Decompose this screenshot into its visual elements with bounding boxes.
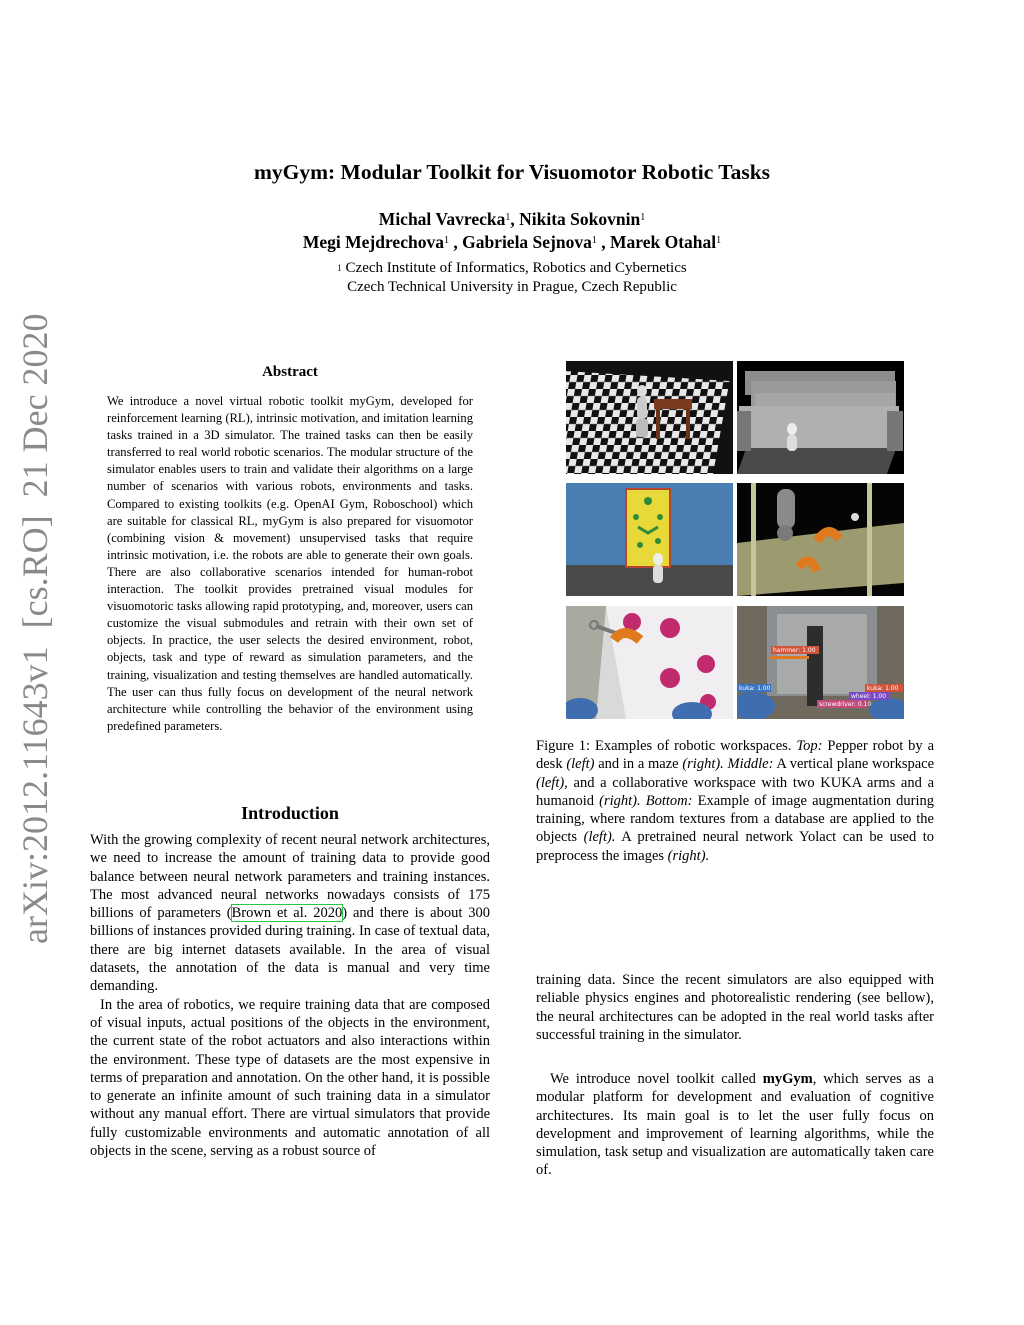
label-screwdriver: screwdriver: 0.10 (819, 701, 872, 708)
label-kuka-right: kuka: 1.00 (867, 685, 899, 692)
label-kuka-left: kuka: 1.00 (739, 685, 771, 692)
caption-text: Example of image augmentation during training, where random textures from a database are applied to the objects (536, 792, 935, 846)
panel-augmentation (566, 606, 733, 719)
right-p2-text: We introduce novel toolkit called (550, 1071, 763, 1087)
citation-link[interactable]: Brown et al. 2020 (231, 905, 343, 922)
introduction-body (90, 831, 490, 1160)
intro-paragraph-2: In the area of robotics, we require training data that are composed of visual inputs, actual positions of the objects in the environment, the current state of the robot actuators and also interactions within the environment. These type of datasets are the most expensive in terms of preparation and annotation. On the other hand, it is possible to generate an infinite amount of such training data in a simulator without any manual effort. There are virtual simulators that provide fully customizable environments and automatic annotation of all objects in the scene, serving as a robust source of (90, 996, 490, 1160)
right-p2-text-cont: , which serves as a modular platform for development and evaluation of cognitive architectures. Its main goal is to let the user fully focus on development and improvement of learning algorithms, while the simulation, task setup and visualization are automatically taken care of. (536, 1071, 934, 1179)
intro-p1-text: With the growing complexity of recent neural network architectures, we need to increase the amount of training data to provide good balance between neural network parameters and training instances. The most advanced neural networks nowadays consists of 175 billions of parameters ( (90, 832, 490, 922)
figure-1 (566, 361, 904, 719)
author-line-1 (0, 208, 1024, 231)
author-sep: , (510, 209, 520, 229)
figure-caption (536, 737, 934, 865)
caption-bottom: Bottom: (645, 792, 693, 809)
caption-middle: Middle: (727, 756, 774, 773)
caption-left: (left). (583, 829, 616, 846)
intro-paragraph-1 (90, 831, 490, 996)
panel-vertical-plane (566, 483, 733, 596)
label-hammer: hammer: 1.00 (773, 647, 816, 654)
panel-collaborative (737, 483, 904, 596)
author-name: Nikita Sokovnin (519, 209, 641, 229)
intro-p1-text-cont: ) and there is about 300 billions of instances provided during training. In case of textual data, there are big internet datasets available. In the area of visual datasets, the annotation of the data is manual and very time demanding. (90, 905, 490, 995)
arxiv-stamp: arXiv:2012.11643v1 [cs.RO] 21 Dec 2020 (15, 313, 55, 944)
label-wheel: wheel: 1.00 (851, 693, 887, 700)
author-sep: , (448, 232, 463, 252)
paper-title: myGym: Modular Toolkit for Visuomotor Robotic Tasks (253, 160, 771, 184)
author-name: Gabriela Sejnova (462, 232, 592, 252)
author-name: Marek Otahal (610, 232, 717, 252)
right-paragraph-2 (536, 1070, 934, 1180)
caption-right: (right). (667, 847, 710, 864)
author-name: Megi Mejdrechova (302, 232, 444, 252)
author-sup: 1 (443, 235, 449, 246)
author-sup: 1 (640, 212, 646, 223)
caption-label: Figure 1: Examples of robotic workspaces. (536, 738, 792, 754)
caption-right: (right). (599, 792, 641, 809)
caption-text: A pretrained neural network Yolact can be used to preprocess the images (536, 829, 935, 864)
author-sup: 1 (591, 235, 597, 246)
caption-top: Top: (796, 738, 823, 754)
caption-text: and in a maze (598, 756, 679, 773)
caption-text: and a collaborative workspace with two KUKA arms and a humanoid (536, 774, 935, 809)
author-sep: , (596, 232, 610, 252)
introduction-heading: Introduction (241, 803, 339, 823)
caption-left: (left), (536, 774, 568, 791)
author-name: Michal Vavrecka (378, 209, 506, 229)
panel-pepper-desk (566, 361, 733, 474)
mygym-bold: myGym (762, 1071, 813, 1087)
affiliation (0, 259, 1024, 297)
author-sup: 1 (716, 235, 722, 246)
abstract-heading: Abstract (262, 364, 318, 380)
caption-text: Pepper robot by a desk (536, 738, 935, 773)
author-sup: 1 (505, 212, 511, 223)
author-line-2 (0, 231, 1024, 254)
author-list (0, 208, 1024, 254)
abstract-text: We introduce a novel virtual robotic toolkit myGym, developed for reinforcement learning (RL), intrinsic motivation, and imitation learning tasks trained in a 3D simulator. The trained tasks can then be easily transferred to real world robotic scenarios. The modular structure of the simulator enables users to train and validate their algorithms on a large number of scenarios with various robots, environments and tasks. Compared to existing toolkits (e.g. OpenAI Gym, Roboschool) which are suitable for classical RL, myGym is also prepared for visuomotor (combining vision & movement) unsupervised tasks that require intrinsic motivation, i.e. the robots are able to generate their own goals. There are also collaborative scenarios intended for human-robot interaction. The toolkit provides pretrained visual modules for visuomotoric tasks allowing rapid prototyping, and, moreover, users can customize the visual submodules and retrain with their own set of objects. In practice, the user selects the desired environment, robot, objects, task and type of reward as simulation parameters, and the training, visualization and testing themselves are handled automatically. The user can thus fully focus on development of the neural network architecture while controlling the behavior of the environment using predefined parameters. (107, 394, 473, 733)
affiliation-sup: 1 (337, 263, 342, 273)
right-paragraph-1: training data. Since the recent simulators are also equipped with reliable physics engines and photorealistic rendering (see bellow), the neural architectures can be adopted in the real world tasks after successful training in the simulator. (536, 972, 934, 1043)
caption-right: (right). (682, 756, 724, 773)
panel-pepper-maze (737, 361, 904, 474)
caption-text: A vertical plane workspace (776, 756, 935, 773)
panel-yolact (737, 606, 904, 719)
caption-left: (left) (566, 756, 595, 773)
affiliation-line-2: Czech Technical University in Prague, Czech Republic (347, 279, 677, 295)
affiliation-line-1: Czech Institute of Informatics, Robotics and Cybernetics (345, 260, 687, 276)
